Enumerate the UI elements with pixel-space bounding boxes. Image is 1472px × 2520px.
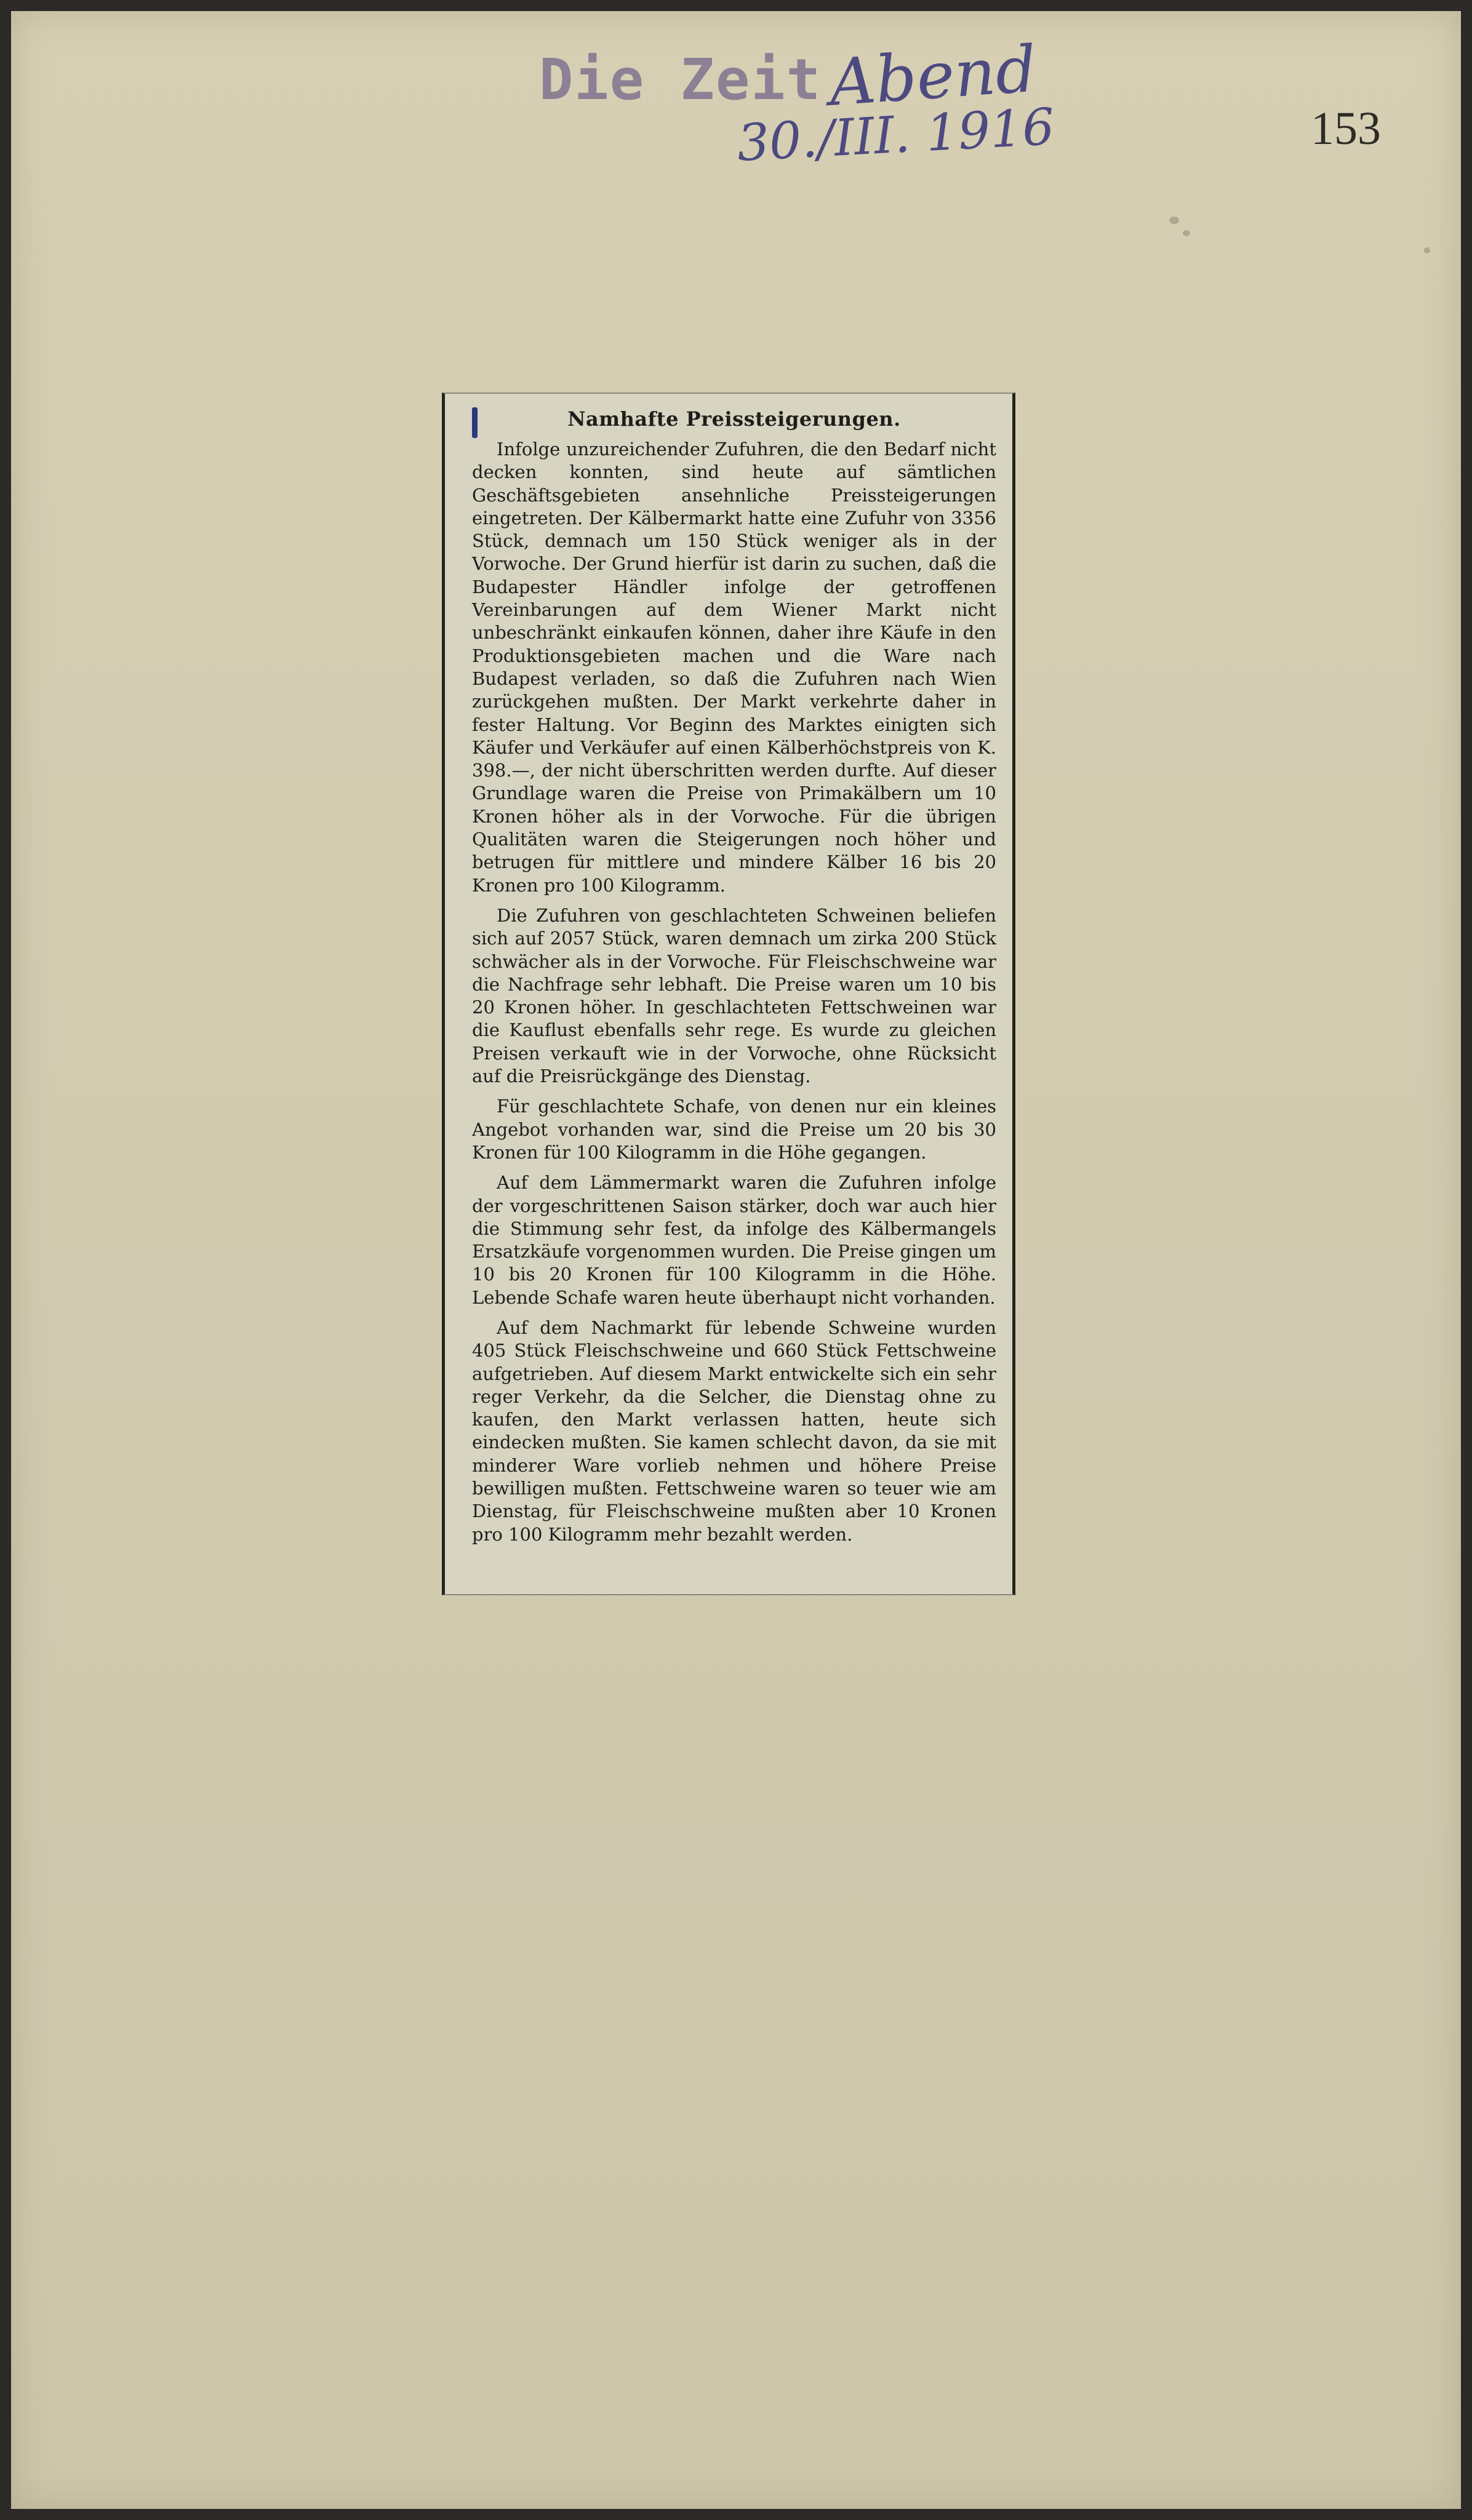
article-paragraph-calves: Infolge unzureichender Zufuhren, die den Bedarf nicht decken konnten, sind heute auf sämtlichen Geschäftsgebieten ansehnliche Preissteigerungen eingetreten. Der Kälbermarkt hatte eine Zufuhr von 3356 Stück, demnach um 150 Stück weniger als in der Vorwoche. Der Grund hierfür ist darin zu suchen, daß die Budapester Händler infolge der getroffenen Vereinbarungen auf dem Wiener Markt nicht unbeschränkt einkaufen können, daher ihre Käufe in den Produktionsgebieten machen und die Ware nach Budapest verladen, so daß die Zufuhren nach Wien zurückgehen mußten. Der Markt verkehrte daher in fester Haltung. Vor Beginn des Marktes einigten sich Käufer und Verkäufer auf einen Kälberhöchstpreis von K. 398.—, der nicht überschritten werden durfte. Auf dieser Grundlage waren die Preise von Primakälbern um 10 Kronen höher als in der Vorwoche. Für die übrigen Qualitäten waren die Steigerungen noch höher und betrugen für mittlere und mindere Kälber 16 bis 20 Kronen pro 100 Kilogramm. — [472, 439, 996, 896]
handwritten-source-note: Abend — [826, 31, 1039, 121]
newspaper-clipping — [442, 393, 1015, 1595]
article-paragraph-sheep: Für geschlachtete Schafe, von denen nur ein kleines Angebot vorhanden war, sind die Preise um 20 bis 30 Kronen für 100 Kilogramm in die Höhe gegangen. — [472, 1096, 996, 1163]
page-number: 153 — [1311, 103, 1381, 154]
margin-ink-mark — [472, 407, 478, 438]
article-paragraph-lambs: Auf dem Lämmermarkt waren die Zufuhren infolge der vorgeschrittenen Saison stärker, doch war auch hier die Stimmung sehr fest, da infolge des Kälbermangels Ersatzkäufe vorgenommen wurden. Die Preise gingen um 10 bis 20 Kronen für 100 Kilogramm in die Höhe. Lebende Schafe waren heute überhaupt nicht vorhanden. — [472, 1172, 996, 1308]
newspaper-stamp: Die Zeit — [539, 47, 822, 113]
paper-stain — [1169, 217, 1179, 224]
article-paragraph-slaughtered-pigs: Die Zufuhren von geschlachteten Schweinen beliefen sich auf 2057 Stück, waren demnach um zirka 200 Stück schwächer als in der Vorwoche. Für Fleischschweine war die Nachfrage sehr lebhaft. Die Preise waren um 10 bis 20 Kronen höher. In geschlachteten Fettschweinen war die Kauflust ebenfalls sehr rege. Es wurde zu gleichen Preisen verkauft wie in der Vorwoche, ohne Rücksicht auf die Preisrückgänge des Dienstag. — [472, 904, 996, 1087]
handwritten-date: 30./III. 1916 — [735, 98, 1056, 173]
paper-stain — [1183, 230, 1190, 236]
article-headline: Namhafte Preissteigerungen. — [567, 407, 901, 431]
article-paragraph-live-pigs: Auf dem Nachmarkt für lebende Schweine wurden 405 Stück Fleischschweine und 660 Stück Fettschweine aufgetrieben. Auf diesem Markt entwickelte sich ein sehr reger Verkehr, da die Selcher, die Dienstag ohne zu kaufen, den Markt verlassen hatten, heute sich eindecken mußten. Sie kamen schlecht davon, da sie mit minderer Ware vorlieb nehmen und höhere Preise bewilligen mußten. Fettschweine waren so teuer wie am Dienstag, für Fleischschweine mußten aber 10 Kronen pro 100 Kilogramm mehr bezahlt werden. — [472, 1317, 996, 1545]
archive-sheet — [11, 11, 1461, 2509]
paper-stain — [1424, 247, 1430, 253]
